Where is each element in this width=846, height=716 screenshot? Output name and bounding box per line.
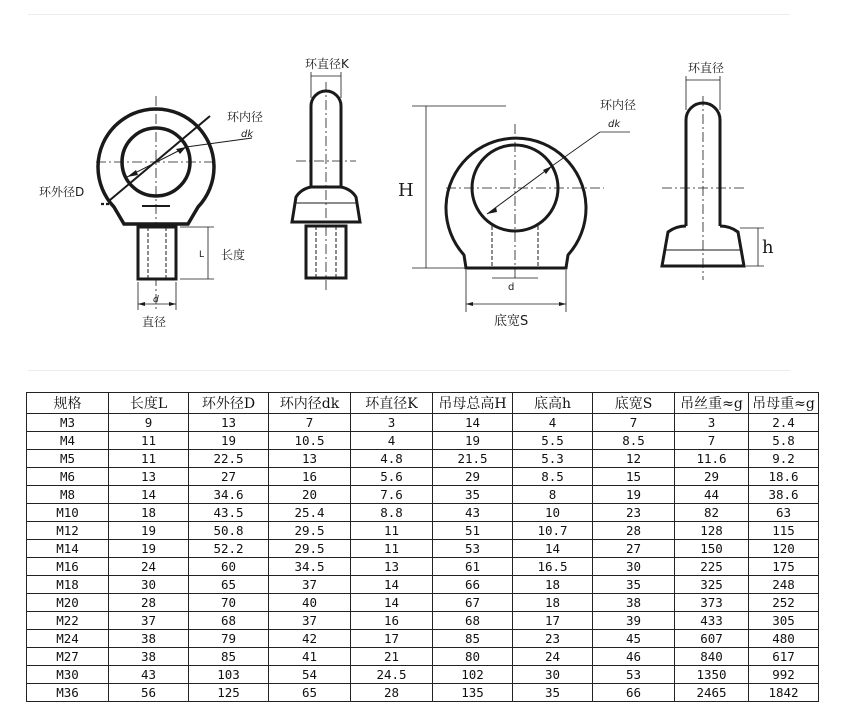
- table-cell: 41: [269, 648, 351, 666]
- header-inner-diameter: 环内径dk: [269, 393, 351, 414]
- bottom-crop: [26, 712, 816, 716]
- table-cell: 65: [189, 576, 269, 594]
- table-row: [27, 450, 819, 468]
- table-cell: 102: [433, 666, 513, 684]
- table-cell: 24.5: [351, 666, 433, 684]
- table-cell: 29.5: [269, 522, 351, 540]
- table-cell: 4.8: [351, 450, 433, 468]
- table-cell: 17: [513, 612, 593, 630]
- table-row: [27, 594, 819, 612]
- table-cell: 24: [109, 558, 189, 576]
- table-cell: 37: [109, 612, 189, 630]
- v3-h-label: H: [398, 180, 414, 201]
- table-cell: 19: [593, 486, 675, 504]
- table-cell: M12: [27, 522, 109, 540]
- header-spec: 规格: [27, 393, 109, 414]
- table-cell: 82: [675, 504, 749, 522]
- v1-dk-label: dk: [241, 129, 254, 140]
- table-cell: 1842: [749, 684, 819, 702]
- table-cell: 79: [189, 630, 269, 648]
- table-row: [27, 576, 819, 594]
- table-cell: 30: [593, 558, 675, 576]
- table-cell: 21.5: [433, 450, 513, 468]
- table-cell: 12: [593, 450, 675, 468]
- table-cell: 19: [109, 540, 189, 558]
- spec-table: [26, 392, 819, 702]
- table-cell: 53: [433, 540, 513, 558]
- eye-nut-front-view: [412, 106, 630, 312]
- table-cell: 24: [513, 648, 593, 666]
- v3-d-label: d: [508, 282, 515, 293]
- table-cell: 9.2: [749, 450, 819, 468]
- table-cell: M4: [27, 432, 109, 450]
- table-cell: M8: [27, 486, 109, 504]
- table-cell: 8.8: [351, 504, 433, 522]
- table-cell: 9: [109, 414, 189, 432]
- table-cell: 433: [675, 612, 749, 630]
- table-cell: 85: [433, 630, 513, 648]
- v3-dk-label: dk: [608, 119, 621, 130]
- table-cell: 19: [189, 432, 269, 450]
- table-cell: 44: [675, 486, 749, 504]
- table-cell: 11: [351, 540, 433, 558]
- header-bolt-weight: 吊丝重≈g: [675, 393, 749, 414]
- table-cell: 4: [513, 414, 593, 432]
- header-nut-weight: 吊母重≈g: [749, 393, 819, 414]
- table-cell: 60: [189, 558, 269, 576]
- table-cell: 115: [749, 522, 819, 540]
- table-cell: 42: [269, 630, 351, 648]
- v1-inner-diameter-label: 环内径: [227, 110, 264, 124]
- table-cell: 10: [513, 504, 593, 522]
- table-row: [27, 630, 819, 648]
- table-cell: M24: [27, 630, 109, 648]
- table-row: [27, 522, 819, 540]
- table-cell: 66: [433, 576, 513, 594]
- table-cell: 7: [675, 432, 749, 450]
- table-cell: 617: [749, 648, 819, 666]
- table-cell: M36: [27, 684, 109, 702]
- table-cell: 150: [675, 540, 749, 558]
- table-cell: 40: [269, 594, 351, 612]
- table-row: [27, 468, 819, 486]
- v3-inner-diameter-label: 环内径: [600, 98, 637, 112]
- table-cell: 305: [749, 612, 819, 630]
- table-cell: 23: [593, 504, 675, 522]
- table-cell: 607: [675, 630, 749, 648]
- table-cell: 5.3: [513, 450, 593, 468]
- table-cell: 19: [109, 522, 189, 540]
- eye-bolt-side-view: [292, 72, 360, 292]
- table-cell: M14: [27, 540, 109, 558]
- table-row: [27, 648, 819, 666]
- table-cell: 8.5: [593, 432, 675, 450]
- table-cell: 28: [109, 594, 189, 612]
- v4-h-label: h: [762, 237, 774, 258]
- table-cell: M5: [27, 450, 109, 468]
- table-cell: 28: [593, 522, 675, 540]
- table-cell: 35: [433, 486, 513, 504]
- table-cell: 25.4: [269, 504, 351, 522]
- table-cell: M27: [27, 648, 109, 666]
- table-cell: 13: [269, 450, 351, 468]
- table-cell: 34.5: [269, 558, 351, 576]
- table-cell: 30: [109, 576, 189, 594]
- table-cell: 5.6: [351, 468, 433, 486]
- table-cell: M16: [27, 558, 109, 576]
- middle-divider: [28, 370, 790, 371]
- table-row: [27, 558, 819, 576]
- table-cell: 2.4: [749, 414, 819, 432]
- table-cell: 14: [513, 540, 593, 558]
- table-cell: 16: [351, 612, 433, 630]
- table-cell: 7: [593, 414, 675, 432]
- header-total-height: 吊母总高H: [433, 393, 513, 414]
- table-row: [27, 666, 819, 684]
- table-cell: 70: [189, 594, 269, 612]
- table-cell: 43: [109, 666, 189, 684]
- table-cell: 16.5: [513, 558, 593, 576]
- table-cell: 63: [749, 504, 819, 522]
- table-cell: 17: [351, 630, 433, 648]
- table-cell: 38: [109, 648, 189, 666]
- table-cell: 125: [189, 684, 269, 702]
- table-cell: 68: [189, 612, 269, 630]
- table-cell: 5.5: [513, 432, 593, 450]
- table-cell: 18: [109, 504, 189, 522]
- table-cell: 16: [269, 468, 351, 486]
- table-cell: 840: [675, 648, 749, 666]
- table-cell: 10.5: [269, 432, 351, 450]
- table-cell: 30: [513, 666, 593, 684]
- table-cell: 18: [513, 576, 593, 594]
- table-cell: 325: [675, 576, 749, 594]
- v1-length-label: 长度: [221, 248, 246, 262]
- table-cell: 43: [433, 504, 513, 522]
- table-cell: 1350: [675, 666, 749, 684]
- table-cell: 992: [749, 666, 819, 684]
- eye-nut-side-view: [662, 76, 764, 280]
- v2-ring-diameter-label: 环直径K: [305, 57, 349, 71]
- table-cell: 5.8: [749, 432, 819, 450]
- table-cell: 14: [433, 414, 513, 432]
- header-ring-diameter: 环直径K: [351, 393, 433, 414]
- v1-d-label: d: [153, 295, 159, 305]
- table-cell: 14: [109, 486, 189, 504]
- table-cell: 68: [433, 612, 513, 630]
- table-cell: 28: [351, 684, 433, 702]
- table-row: [27, 414, 819, 432]
- table-cell: 51: [433, 522, 513, 540]
- table-cell: 85: [189, 648, 269, 666]
- header-length: 长度L: [109, 393, 189, 414]
- header-base-width: 底宽S: [593, 393, 675, 414]
- table-cell: 13: [189, 414, 269, 432]
- table-cell: 54: [269, 666, 351, 684]
- v1-outer-diameter-label: 环外径D: [39, 185, 85, 199]
- table-cell: 22.5: [189, 450, 269, 468]
- table-cell: 23: [513, 630, 593, 648]
- table-cell: 27: [189, 468, 269, 486]
- table-cell: 3: [351, 414, 433, 432]
- table-cell: 3: [675, 414, 749, 432]
- table-cell: M30: [27, 666, 109, 684]
- table-cell: M22: [27, 612, 109, 630]
- table-cell: 248: [749, 576, 819, 594]
- table-cell: 43.5: [189, 504, 269, 522]
- table-cell: 225: [675, 558, 749, 576]
- header-base-height: 底高h: [513, 393, 593, 414]
- table-cell: M3: [27, 414, 109, 432]
- table-cell: 373: [675, 594, 749, 612]
- table-cell: M18: [27, 576, 109, 594]
- table-row: [27, 432, 819, 450]
- table-cell: 480: [749, 630, 819, 648]
- table-cell: 35: [593, 576, 675, 594]
- table-cell: 29: [675, 468, 749, 486]
- table-cell: 13: [351, 558, 433, 576]
- table-cell: 128: [675, 522, 749, 540]
- table-cell: 11: [109, 432, 189, 450]
- table-cell: 103: [189, 666, 269, 684]
- table-cell: 38: [593, 594, 675, 612]
- table-row: [27, 540, 819, 558]
- table-cell: 56: [109, 684, 189, 702]
- v3-base-width-label: 底宽S: [494, 314, 529, 329]
- table-cell: 175: [749, 558, 819, 576]
- table-cell: 45: [593, 630, 675, 648]
- table-cell: 19: [433, 432, 513, 450]
- table-cell: 53: [593, 666, 675, 684]
- table-cell: 14: [351, 594, 433, 612]
- v1-diameter-label: 直径: [142, 315, 167, 329]
- table-cell: 14: [351, 576, 433, 594]
- v1-l-label: L: [199, 250, 205, 260]
- table-cell: 11.6: [675, 450, 749, 468]
- table-cell: 18.6: [749, 468, 819, 486]
- table-cell: 27: [593, 540, 675, 558]
- table-cell: 7: [269, 414, 351, 432]
- table-cell: 50.8: [189, 522, 269, 540]
- table-cell: 61: [433, 558, 513, 576]
- table-cell: M6: [27, 468, 109, 486]
- table-cell: 2465: [675, 684, 749, 702]
- table-cell: 39: [593, 612, 675, 630]
- table-cell: 29: [433, 468, 513, 486]
- header-outer-diameter: 环外径D: [189, 393, 269, 414]
- table-cell: 4: [351, 432, 433, 450]
- table-cell: 8: [513, 486, 593, 504]
- table-cell: 7.6: [351, 486, 433, 504]
- table-cell: 120: [749, 540, 819, 558]
- table-cell: 66: [593, 684, 675, 702]
- table-cell: 10.7: [513, 522, 593, 540]
- table-cell: 37: [269, 612, 351, 630]
- table-cell: 18: [513, 594, 593, 612]
- table-cell: 80: [433, 648, 513, 666]
- table-cell: 11: [109, 450, 189, 468]
- table-row: [27, 504, 819, 522]
- table-cell: 38.6: [749, 486, 819, 504]
- table-cell: 38: [109, 630, 189, 648]
- table-cell: 35: [513, 684, 593, 702]
- table-cell: 21: [351, 648, 433, 666]
- table-header-row: [27, 393, 819, 414]
- v4-ring-diameter-label: 环直径: [688, 61, 725, 75]
- table-cell: 34.6: [189, 486, 269, 504]
- table-cell: 15: [593, 468, 675, 486]
- table-cell: 13: [109, 468, 189, 486]
- table-cell: 11: [351, 522, 433, 540]
- table-row: [27, 684, 819, 702]
- table-cell: 46: [593, 648, 675, 666]
- table-cell: M20: [27, 594, 109, 612]
- table-cell: 252: [749, 594, 819, 612]
- eye-bolt-front-view: [96, 96, 252, 312]
- table-cell: 29.5: [269, 540, 351, 558]
- table-cell: M10: [27, 504, 109, 522]
- table-cell: 20: [269, 486, 351, 504]
- table-cell: 52.2: [189, 540, 269, 558]
- table-cell: 135: [433, 684, 513, 702]
- table-row: [27, 486, 819, 504]
- table-cell: 37: [269, 576, 351, 594]
- table-cell: 8.5: [513, 468, 593, 486]
- table-cell: 67: [433, 594, 513, 612]
- table-cell: 65: [269, 684, 351, 702]
- table-row: [27, 612, 819, 630]
